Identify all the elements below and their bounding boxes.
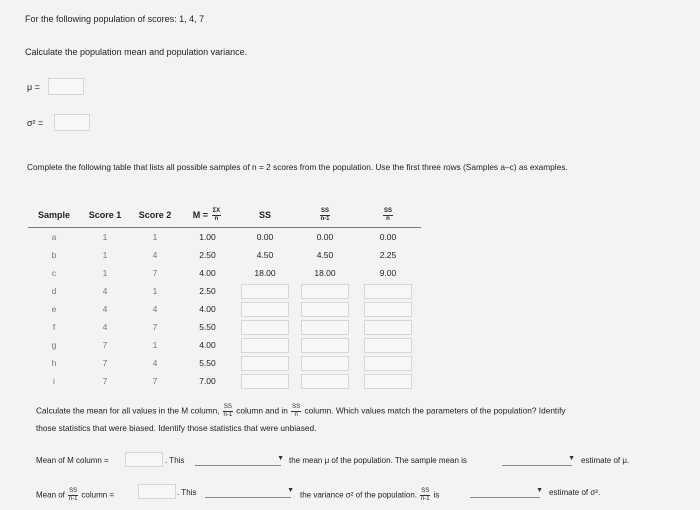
chevron-down-icon: ▼	[536, 487, 543, 494]
table-row	[28, 228, 421, 247]
cell-score2	[130, 300, 180, 318]
cell-score1	[80, 282, 130, 300]
cell-ssn	[355, 282, 421, 300]
cell-ssn	[355, 354, 421, 372]
ssn1-fraction-den: n-1	[320, 215, 330, 222]
answer2-end: estimate of σ².	[549, 488, 601, 497]
cell-ssn1-value: 0.00	[316, 232, 334, 242]
cell-score2-value: 7	[152, 322, 158, 332]
cell-score1	[80, 300, 130, 318]
table-row	[28, 300, 421, 318]
mu-label: μ =	[27, 82, 40, 92]
cell-ssn-input[interactable]	[364, 338, 412, 353]
answer2-match-dropdown[interactable]	[205, 485, 294, 498]
question-frac1-num: SS	[223, 404, 232, 410]
cell-ssn1-input[interactable]	[301, 338, 349, 353]
cell-ssn1-input[interactable]	[301, 356, 349, 371]
cell-sample	[28, 372, 80, 390]
header-ss-n	[355, 203, 421, 228]
cell-score1	[80, 228, 130, 247]
cell-score1	[80, 372, 130, 390]
cell-score1	[80, 318, 130, 336]
cell-ss	[235, 354, 295, 372]
cell-sample-value: c	[51, 268, 57, 278]
variance-label: σ² =	[27, 118, 44, 128]
cell-m-value: 1.00	[199, 232, 216, 242]
header-score1: Score 1	[88, 210, 122, 220]
table-row	[28, 318, 421, 336]
population-values: 1, 4, 7	[179, 14, 205, 24]
cell-ss	[235, 282, 295, 300]
cell-ssn1-input[interactable]	[301, 284, 349, 299]
cell-ssn	[355, 228, 421, 247]
cell-ss-value: 0.00	[256, 232, 274, 242]
cell-ss-input[interactable]	[241, 374, 289, 389]
cell-sample-value: h	[51, 358, 57, 368]
cell-ss	[235, 228, 295, 247]
question-frac2-num: SS	[292, 404, 301, 410]
answer2-is: is	[433, 490, 440, 500]
header-score2: Score 2	[138, 210, 172, 220]
cell-m-value: 5.50	[199, 358, 216, 368]
cell-m	[180, 354, 235, 372]
cell-score1-value: 4	[102, 304, 108, 314]
cell-ss-input[interactable]	[241, 302, 289, 317]
table-row	[28, 354, 421, 372]
cell-score2	[130, 228, 180, 247]
cell-m-value: 4.00	[199, 268, 216, 278]
cell-score2	[130, 372, 180, 390]
cell-m-value: 2.50	[199, 250, 216, 260]
cell-score2	[130, 318, 180, 336]
cell-ssn1-input[interactable]	[301, 320, 349, 335]
cell-m-value: 4.00	[199, 340, 216, 350]
question-frac2-den: n	[294, 412, 298, 418]
question-line2: those statistics that were biased. Identify those statistics that were unbiased.	[36, 423, 317, 433]
cell-ss	[235, 336, 295, 354]
header-sample: Sample	[37, 210, 70, 220]
cell-score1	[80, 336, 130, 354]
cell-score2	[130, 246, 180, 264]
cell-ss	[235, 300, 295, 318]
cell-score2	[130, 336, 180, 354]
cell-score1-value: 1	[102, 268, 108, 278]
cell-sample-value: g	[51, 340, 57, 350]
problem-intro	[25, 14, 204, 24]
cell-score1-value: 7	[102, 340, 108, 350]
table-row	[28, 264, 421, 282]
cell-score1-value: 7	[102, 358, 108, 368]
answer2-label-end: column =	[81, 490, 115, 500]
cell-ssn	[355, 264, 421, 282]
cell-ssn1	[295, 246, 355, 264]
table-row	[28, 282, 421, 300]
question-part3: column. Which values match the parameters of the population? Identify	[304, 405, 566, 416]
mean-prefix: M =	[192, 209, 209, 220]
cell-ss-input[interactable]	[241, 320, 289, 335]
cell-score2-value: 1	[152, 286, 158, 296]
answer2-frac-den: n-1	[68, 496, 78, 502]
cell-m	[180, 246, 235, 264]
mean-fraction-den: n	[214, 215, 219, 222]
mean-fraction-num: ΣX	[212, 207, 221, 214]
question-frac2	[291, 404, 301, 419]
answer1-bias-dropdown[interactable]	[502, 453, 575, 466]
cell-sample	[28, 300, 80, 318]
answer2-frac2-num: SS	[421, 488, 430, 494]
cell-ss-input[interactable]	[241, 284, 289, 299]
question-part1: Calculate the mean for all values in the M column,	[36, 405, 220, 416]
answer2-this: . This	[177, 488, 197, 497]
table-row	[28, 336, 421, 354]
table-header-row	[28, 203, 421, 228]
cell-ssn-input[interactable]	[364, 374, 412, 389]
table-row	[28, 372, 421, 390]
header-mean	[180, 203, 235, 228]
header-ss-n-minus-1	[295, 203, 355, 228]
cell-ssn-value: 9.00	[379, 268, 397, 278]
cell-sample	[28, 264, 80, 282]
cell-sample-value: b	[51, 250, 57, 260]
ssn1-fraction-num: SS	[320, 207, 329, 214]
cell-ssn1-input[interactable]	[301, 374, 349, 389]
cell-sample	[28, 336, 80, 354]
cell-ssn-input[interactable]	[364, 320, 412, 335]
cell-ssn1-input[interactable]	[301, 302, 349, 317]
intro-label: For the following population of scores:	[25, 14, 177, 24]
chevron-down-icon: ▼	[568, 455, 575, 462]
cell-sample	[28, 228, 80, 247]
cell-score2	[130, 264, 180, 282]
cell-sample-value: e	[51, 304, 57, 314]
cell-score1-value: 4	[102, 286, 108, 296]
cell-score2-value: 7	[152, 268, 158, 278]
answer1-match-dropdown[interactable]	[195, 453, 284, 466]
cell-ssn-input[interactable]	[364, 356, 412, 371]
ssn-fraction	[383, 208, 393, 223]
cell-score1	[80, 246, 130, 264]
cell-ss-input[interactable]	[241, 356, 289, 371]
cell-sample	[28, 282, 80, 300]
cell-score1-value: 1	[102, 232, 108, 242]
cell-score2	[130, 282, 180, 300]
table-body	[28, 228, 421, 391]
cell-m-value: 4.00	[199, 304, 216, 314]
cell-ssn1	[295, 228, 355, 247]
cell-score2-value: 7	[152, 376, 158, 386]
mu-input[interactable]	[48, 78, 84, 95]
cell-ss	[235, 246, 295, 264]
cell-sample-value: i	[53, 376, 55, 386]
cell-m	[180, 228, 235, 247]
cell-m	[180, 282, 235, 300]
cell-ss	[235, 318, 295, 336]
cell-ssn1	[295, 354, 355, 372]
cell-ssn1	[295, 282, 355, 300]
answer2-frac2	[420, 488, 430, 503]
cell-score2-value: 1	[152, 232, 158, 242]
cell-ssn	[355, 372, 421, 390]
cell-ssn	[355, 336, 421, 354]
mean-fraction	[212, 208, 222, 223]
cell-score1	[80, 354, 130, 372]
answer2-middle-text: the variance σ² of the population.	[300, 490, 418, 500]
chevron-down-icon: ▼	[277, 455, 284, 462]
ssn-fraction-den: n	[386, 215, 390, 222]
cell-score2-value: 4	[152, 358, 158, 368]
cell-score1-value: 7	[102, 376, 108, 386]
cell-score1-value: 1	[102, 250, 108, 260]
answer2-frac-num: SS	[69, 488, 78, 494]
task-text: Calculate the population mean and population variance.	[25, 47, 248, 57]
cell-m	[180, 264, 235, 282]
cell-ss-value: 4.50	[256, 250, 274, 260]
cell-ss-input[interactable]	[241, 338, 289, 353]
answer2-frac2-den: n-1	[420, 496, 430, 502]
cell-ss	[235, 372, 295, 390]
cell-ssn-input[interactable]	[364, 302, 412, 317]
table-instruction: Complete the following table that lists all possible samples of n = 2 scores from the population. Use the first three rows (Samples a–c) as examples.	[27, 162, 568, 172]
mean-ssn1-input[interactable]	[138, 484, 176, 499]
cell-m	[180, 300, 235, 318]
cell-ssn1	[295, 300, 355, 318]
cell-ssn1	[295, 318, 355, 336]
cell-ssn	[355, 300, 421, 318]
cell-sample-value: d	[51, 286, 57, 296]
table-row	[28, 246, 421, 264]
cell-ssn-value: 2.25	[379, 250, 397, 260]
cell-ssn	[355, 246, 421, 264]
answer1-this: . This	[165, 456, 185, 465]
cell-ssn1-value: 18.00	[314, 268, 336, 278]
cell-m-value: 5.50	[199, 322, 216, 332]
cell-ss-value: 18.00	[254, 268, 276, 278]
chevron-down-icon: ▼	[287, 487, 294, 494]
answer1-end: estimate of μ.	[581, 456, 630, 465]
cell-m	[180, 318, 235, 336]
answer2-middle	[300, 488, 439, 503]
answer1-label: Mean of M column =	[36, 456, 109, 465]
cell-ssn1	[295, 336, 355, 354]
cell-score1	[80, 264, 130, 282]
cell-sample	[28, 246, 80, 264]
variance-input[interactable]	[54, 114, 90, 131]
cell-ssn-input[interactable]	[364, 284, 412, 299]
ssn1-fraction	[320, 208, 330, 223]
answer2-label	[36, 488, 114, 503]
answer2-frac	[68, 488, 78, 503]
answer2-bias-dropdown[interactable]	[470, 485, 543, 498]
question-frac1	[223, 404, 233, 419]
cell-ssn1	[295, 264, 355, 282]
mean-m-input[interactable]	[125, 452, 163, 467]
cell-ss	[235, 264, 295, 282]
cell-ssn1	[295, 372, 355, 390]
cell-ssn1-value: 4.50	[316, 250, 334, 260]
cell-ssn-value: 0.00	[379, 232, 397, 242]
cell-m-value: 7.00	[199, 376, 216, 386]
question-part2: column and in	[236, 405, 288, 416]
samples-table	[28, 203, 421, 390]
cell-sample-value: f	[52, 322, 56, 332]
cell-score2-value: 4	[152, 250, 158, 260]
cell-score2-value: 4	[152, 304, 158, 314]
question-line1	[36, 404, 566, 419]
cell-m	[180, 372, 235, 390]
cell-score2	[130, 354, 180, 372]
cell-ssn	[355, 318, 421, 336]
cell-m	[180, 336, 235, 354]
cell-sample	[28, 318, 80, 336]
header-ss: SS	[258, 210, 271, 220]
answer2-label-start: Mean of	[36, 490, 65, 500]
cell-sample	[28, 354, 80, 372]
question-frac1-den: n-1	[223, 412, 233, 418]
cell-score1-value: 4	[102, 322, 108, 332]
cell-m-value: 2.50	[199, 286, 216, 296]
answer1-middle: the mean μ of the population. The sample mean is	[289, 456, 467, 465]
cell-sample-value: a	[51, 232, 57, 242]
ssn-fraction-num: SS	[383, 207, 392, 214]
cell-score2-value: 1	[152, 340, 158, 350]
